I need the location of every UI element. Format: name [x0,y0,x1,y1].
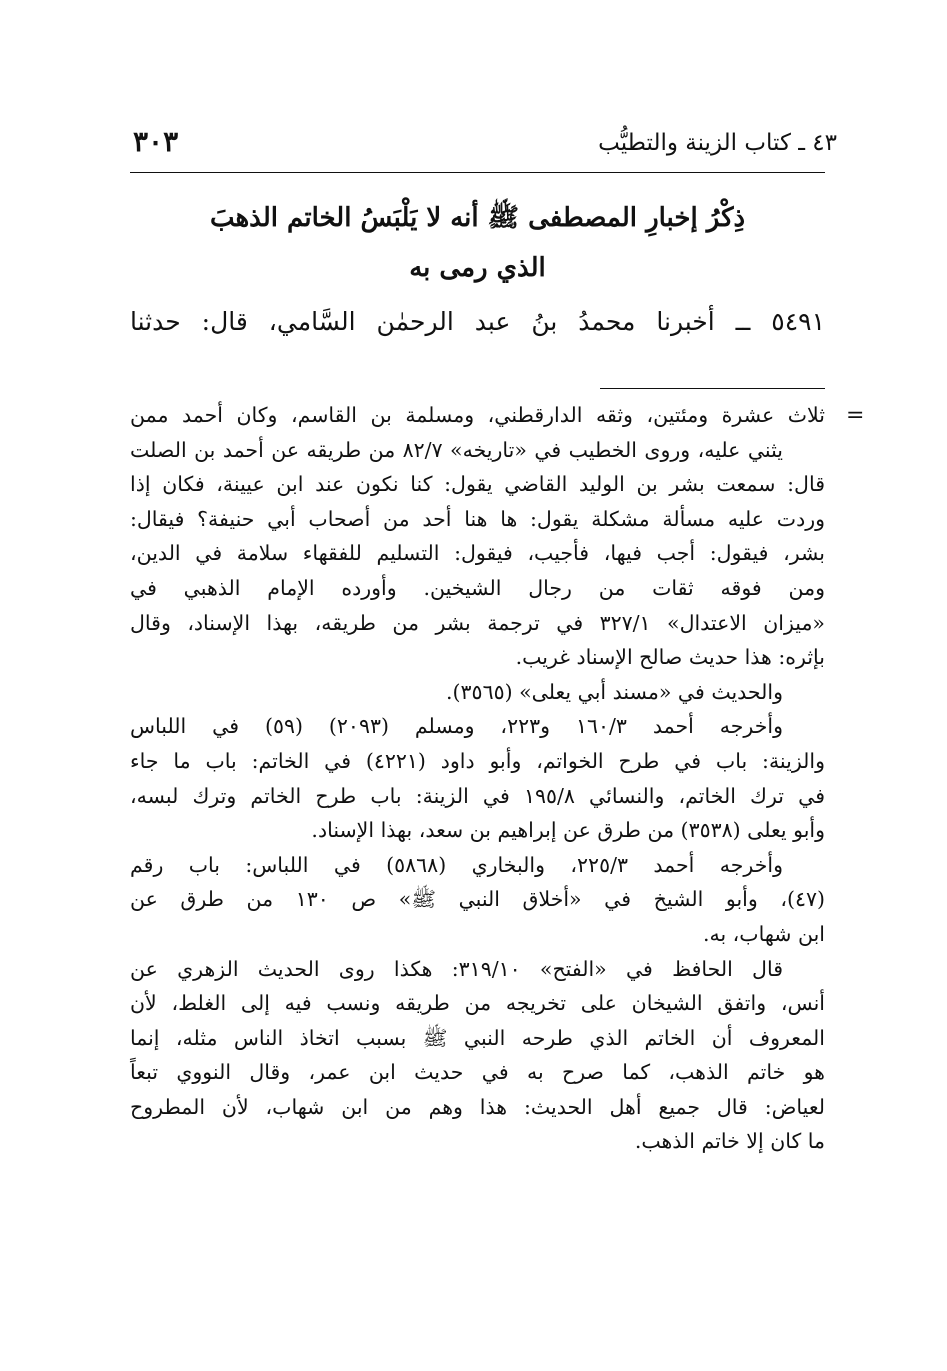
footnote-line: ابن شهاب، به. [702,921,825,946]
footnote-continuation-mark: = [846,403,865,428]
footnote-line: أنس، واتفق الشيخان على تخريجه من طريقه ونسب فيه إلى الغلط، لأن [130,991,825,1016]
footnote-line: لعياض: قال جميع أهل الحديث: هذا وهم من ابن شهاب، لأن المطروح [130,1094,825,1119]
footnote-line: قال: سمعت بشر بن الوليد القاضي يقول: كنا نكون عند ابن عيينة، فكان إذا [130,472,825,497]
footnote-line: وردت عليه مسألة مشكلة يقول: ها هنا أحد من أصحاب أبي حنيفة؟ فيقال: [130,506,825,531]
footnotes [130,398,825,1159]
footnote-line: والزينة: باب في طرح الخواتم، وأبو داود (٤٢٢١) في الخاتم: باب ما جاء [130,748,825,773]
footnote-line: وأخرجه أحمد ١٦٠/٣ و٢٢٣، ومسلم (٢٠٩٣) (٥٩) في اللباس [130,714,784,739]
chapter-title-line-1: ذِكْرُ إخبارِ المصطفى ﷺ أنه لا يَلْبَسُ الخاتم الذهبَ [209,203,746,233]
chapter-title-line-2: الذي رمى به [409,253,546,283]
footnote-line: والحديث في «مسند أبي يعلى» (٣٥٦٥). [446,679,783,704]
running-head: ٤٣ ـ كتاب الزينة والتطيُّب [598,130,837,156]
footnote-line: هو خاتم الذهب، كما صرح به في حديث ابن عمر، وقال النووي تبعاً [130,1060,825,1085]
footnote-line: وأخرجه أحمد ٢٢٥/٣، والبخاري (٥٨٦٨) في اللباس: باب رقم [130,852,784,877]
page-number: ٣٠٣ [133,125,179,158]
footnote-line: ثلاث عشرة ومئتين، وثقه الدارقطني، ومسلمة بن القاسم، وكان أحمد ممن [130,403,825,427]
footnote-line: «ميزان الاعتدال» ٣٢٧/١ في ترجمة بشر من طريقه، بهذا الإسناد، وقال [130,610,825,635]
chapter-title [130,193,825,293]
footnote-line: يثني عليه، وروى الخطيب في «تاريخه» ٨٢/٧ من طريقه عن أحمد بن الصلت [130,437,783,462]
footnote-line: بإثره: هذا حديث صالح الإسناد غريب. [515,645,825,670]
footnote-line: قال الحافظ في «الفتح» ٣١٩/١٠: هكذا روى الحديث الزهري عن [130,956,783,981]
header-rule [130,172,825,173]
footnote-line: المعروف أن الخاتم الذي طرحه النبي ﷺ بسبب اتخاذ الناس مثله، إنما [130,1025,825,1050]
footnote-line: ومن فوقه ثقات من رجال الشيخين. وأورده الإمام الذهبي في [130,575,825,600]
footnote-line: ما كان إلا خاتم الذهب. [634,1129,825,1154]
footnote-line: وأبو يعلى (٣٥٣٨) من طرق عن إبراهيم بن سعد، بهذا الإسناد. [311,818,825,843]
footnote-line: في ترك الخاتم، والنسائي ١٩٥/٨ في الزينة: باب طرح الخاتم وترك لبسه، [130,783,825,808]
footnote-line: (٤٧)، وأبو الشيخ في «أخلاق النبي ﷺ» ص ١٣٠ من طرق عن [130,887,825,912]
footnote-rule [600,388,825,389]
hadith-opening-line: ٥٤٩١ ــ أخبرنا محمدُ بنُ عبد الرحمٰن السَّامي، قال: حدثنا [130,307,825,336]
footnote-line: بشر، فيقول: أجب فيها، فأجيب، فيقول: التسليم للفقهاء سلامة في الدين، [130,541,825,566]
